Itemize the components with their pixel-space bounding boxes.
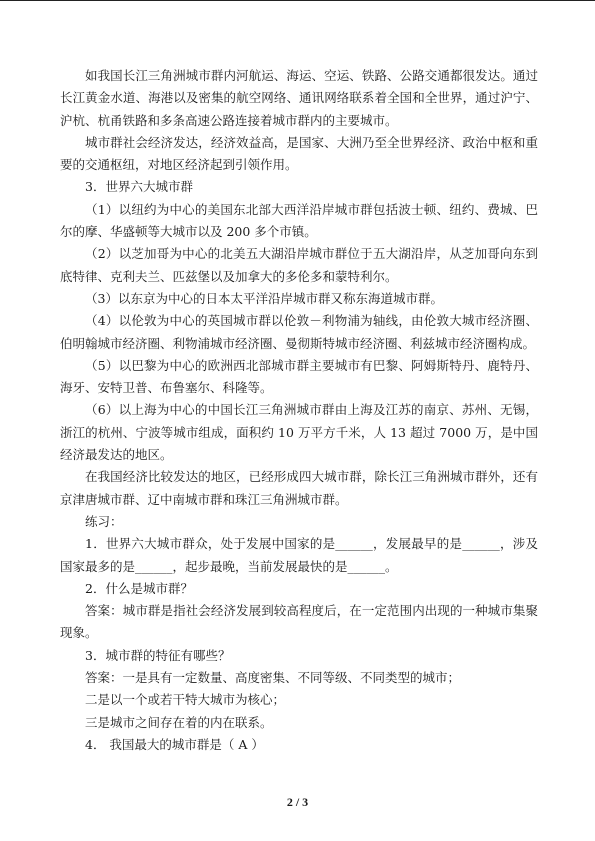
question-4: 4． 我国最大的城市群是（ A ）	[85, 736, 264, 752]
page-indicator: 2 / 3	[286, 795, 309, 809]
list-item-paris: （5）以巴黎为中心的欧洲西北部城市群主要城市有巴黎、阿姆斯特丹、鹿特丹、海牙、安特卫普、布鲁塞尔、科隆等。	[60, 357, 538, 396]
answer-3-part-3: 三是城市之间存在着的内在联系。	[85, 714, 273, 730]
paragraph-four-city-groups: 在我国经济比较发达的地区，已经形成四大城市群，除长江三角洲城市群外，还有京津唐城市群、辽中南城市群和珠江三角洲城市群。	[60, 469, 538, 507]
list-item-london: （4）以伦敦为中心的英国城市群以伦敦－利物浦为轴线，由伦敦大城市经济圈、伯明翰城市经济圈、利物浦城市经济圈、曼彻斯特城市经济圈、利兹城市经济圈构成。	[60, 313, 538, 351]
question-2: 2．什么是城市群？	[85, 580, 193, 596]
question-3: 3．城市群的特征有哪些？	[85, 647, 231, 663]
paragraph-economy: 城市群社会经济发达，经济效益高，是国家、大洲乃至全世界经济、政治中枢和重要的交通枢纽，对地区经济起到引领作用。	[60, 134, 538, 173]
answer-3-part-2: 二是以一个或若干特大城市为核心；	[85, 692, 286, 708]
answer-2: 答案：城市群是指社会经济发展到较高程度后，在一定范围内出现的一种城市集聚现象。	[60, 603, 538, 641]
question-1: 1．世界六大城市群众，处于发展中国家的是______，发展最早的是______，涉及国家最多的是______，起步最晚，当前发展最快的是______。	[60, 536, 538, 574]
top-border-line	[0, 0, 595, 1]
exercise-heading: 练习：	[85, 513, 123, 529]
list-item-shanghai: （6）以上海为中心的中国长江三角洲城市群由上海及江苏的南京、苏州、无锡，浙江的杭州、宁波等城市组成，面积约 10 万平方千米，人 13 超过 7000 万，是中国经济最发达的地区。	[60, 402, 538, 463]
section-heading-six-city-groups: 3．世界六大城市群	[85, 179, 193, 195]
list-item-tokyo: （3）以东京为中心的日本太平洋沿岸城市群又称东海道城市群。	[85, 290, 443, 306]
answer-3-part-1: 答案：一是具有一定数量、高度密集、不同等级、不同类型的城市；	[85, 670, 461, 686]
document-body	[60, 65, 538, 756]
list-item-new-york: （1）以纽约为中心的美国东北部大西洋沿岸城市群包括波士顿、纽约、费城、巴尔的摩、华盛顿等大城市以及 200 多个市镇。	[60, 201, 538, 240]
list-item-chicago: （2）以芝加哥为中心的北美五大湖沿岸城市群位于五大湖沿岸，从芝加哥向东到底特律、克利夫兰、匹兹堡以及加拿大的多伦多和蒙特利尔。	[60, 246, 538, 284]
paragraph-transport: 如我国长江三角洲城市群内河航运、海运、空运、铁路、公路交通都很发达。通过长江黄金水道、海港以及密集的航空网络、通讯网络联系着全国和全世界，通过沪宁、沪杭、杭甬铁路和多条高速公路连接着城市群内的主要城市。	[60, 68, 538, 128]
